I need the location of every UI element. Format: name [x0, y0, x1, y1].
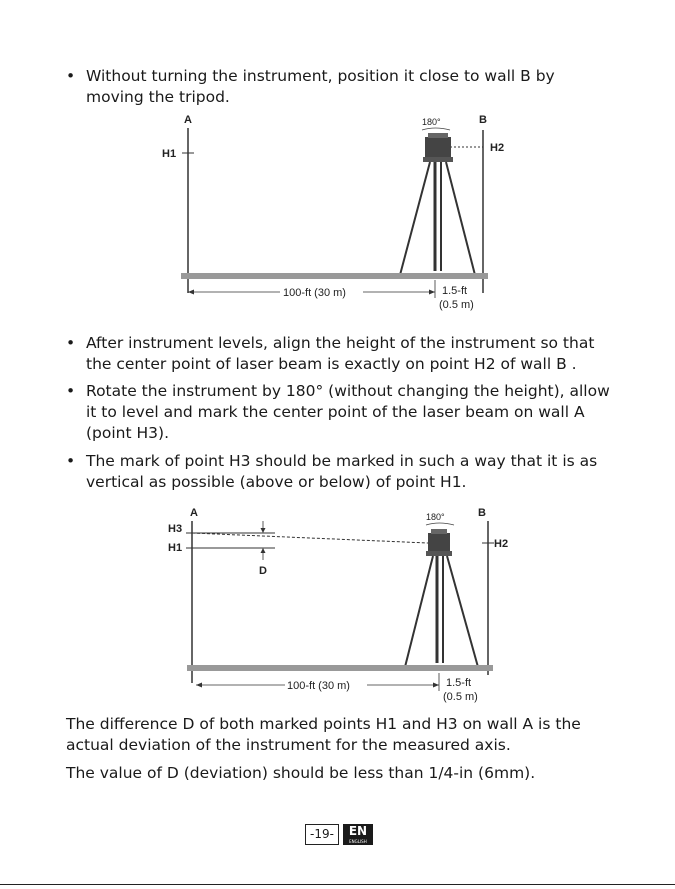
- offset-m-label: (0.5 m): [439, 299, 474, 311]
- h2-label: H2: [490, 142, 505, 154]
- language-code: EN: [348, 824, 368, 838]
- h1-label: H1: [168, 542, 183, 554]
- wall-b-label: B: [479, 114, 487, 126]
- bottom-divider: [0, 884, 675, 885]
- floor: [181, 273, 488, 279]
- offset-ft-label: 1.5-ft: [442, 285, 468, 297]
- wall-a-label: A: [190, 507, 198, 519]
- instruction-text: Without turning the instrument, position it close to wall B by moving the tripod.: [86, 67, 555, 106]
- distance-label: 100-ft (30 m): [283, 287, 346, 299]
- paragraph-deviation-limit: The value of D (deviation) should be less than 1/4-in (6mm).: [66, 764, 536, 782]
- distance-label: 100-ft (30 m): [287, 680, 350, 692]
- laser-instrument: [426, 529, 452, 556]
- language-name: ENGLISH: [349, 839, 367, 844]
- tripod: [405, 556, 478, 667]
- h2-label: H2: [494, 538, 509, 550]
- h1-label: H1: [162, 148, 177, 160]
- page-footer: [305, 824, 373, 845]
- instruction-text: The mark of point H3 should be marked in such a way that it is as vertical as possible (above or below) of point H1.: [86, 452, 598, 491]
- offset-ft-label: 1.5-ft: [446, 677, 472, 689]
- laser-instrument: [423, 133, 453, 162]
- bullet-point: •: [66, 382, 76, 400]
- wall-a-label: A: [184, 114, 192, 126]
- bullet-point: •: [66, 67, 76, 85]
- rotation-label: 180°: [426, 512, 445, 522]
- paragraph-deviation-definition: The difference D of both marked points H1 and H3 on wall A is the actual deviation of the instrument for the measured axis.: [66, 715, 581, 754]
- page-number: -19-: [305, 824, 339, 845]
- bullet-point: •: [66, 452, 76, 470]
- rotation-label: 180°: [422, 117, 441, 127]
- instruction-text: Rotate the instrument by 180° (without changing the height), allow it to level and mark the center point of the laser beam on wall A (point H3).: [86, 382, 610, 442]
- h3-label: H3: [168, 523, 183, 535]
- language-badge: [343, 824, 373, 845]
- floor: [187, 665, 493, 671]
- tripod: [400, 162, 475, 275]
- deviation-d-label: D: [259, 565, 267, 577]
- instruction-text: After instrument levels, align the height of the instrument so that the center point of laser beam is exactly on point H2 of wall B .: [86, 334, 595, 373]
- offset-m-label: (0.5 m): [443, 691, 478, 703]
- figure-instrument-near-wall-b: [160, 108, 520, 318]
- bullet-point: •: [66, 334, 76, 352]
- figure-deviation-measurement: [160, 503, 520, 711]
- wall-b-label: B: [478, 507, 486, 519]
